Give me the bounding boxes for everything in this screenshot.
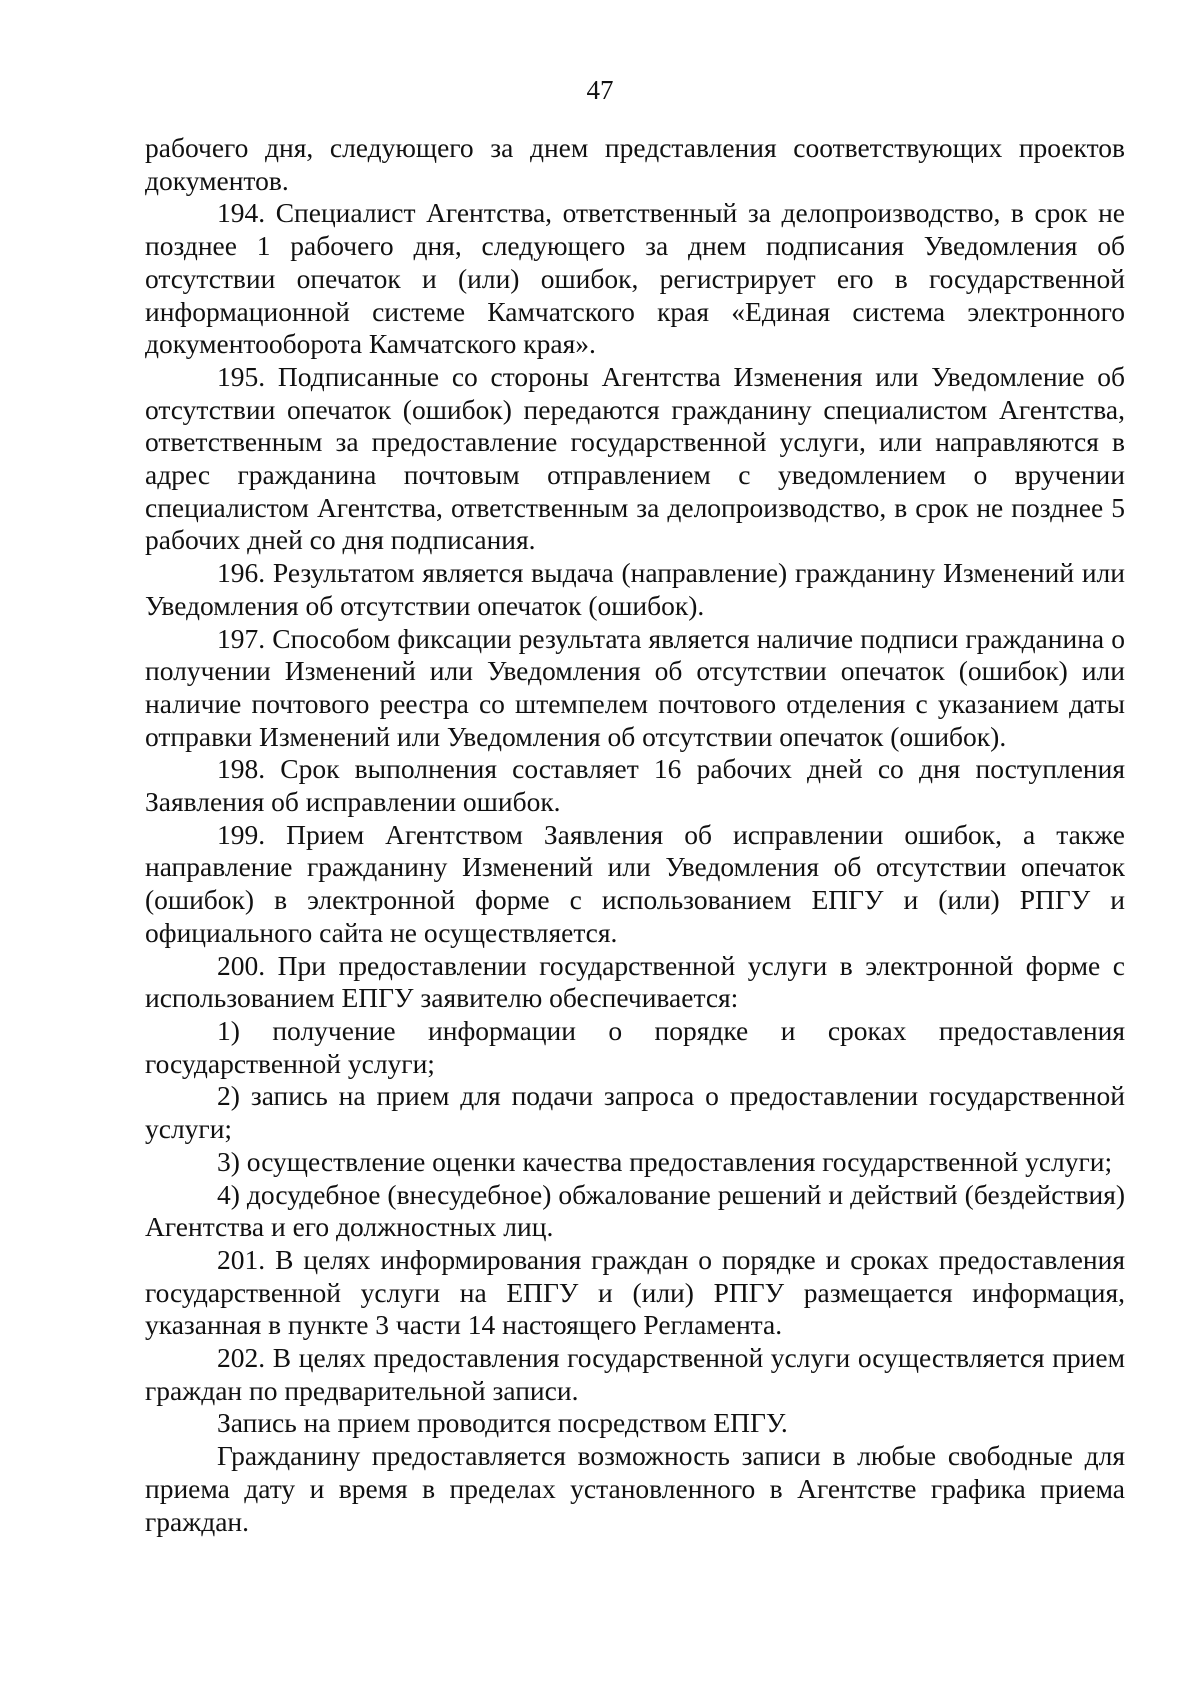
list-item-1: 1) получение информации о порядке и сроках предоставления государственной услуги; xyxy=(145,1014,1125,1079)
page-number: 47 xyxy=(586,75,614,105)
list-item-2: 2) запись на прием для подачи запроса о предоставлении государственной услуги; xyxy=(145,1080,1125,1145)
paragraph-continuation: рабочего дня, следующего за днем представления соответствующих проектов документов. xyxy=(145,132,1125,196)
paragraph-194: 194. Специалист Агентства, ответственный за делопроизводство, в срок не позднее 1 рабочего дня, следующего за днем подписания Уведомления об отсутствии опечаток и (или) ошибок, регистрирует его в государственной информационной системе Камчатского края «Единая система электронного документооборота Камчатского края». xyxy=(145,197,1125,360)
paragraph-199: 199. Прием Агентством Заявления об исправлении ошибок, а также направление гражданину Изменений или Уведомления об отсутствии опечаток (ошибок) в электронной форме с использованием ЕПГУ и (или) РПГУ и официального сайта не осуществляется. xyxy=(145,818,1125,948)
paragraph-196: 196. Результатом является выдача (направление) гражданину Изменений или Уведомления об отсутствии опечаток (ошибок). xyxy=(145,557,1125,621)
paragraph-202: 202. В целях предоставления государственной услуги осуществляется прием граждан по предварительной записи. xyxy=(145,1342,1125,1406)
list-item-4: 4) досудебное (внесудебное) обжалование решений и действий (бездействия) Агентства и его должностных лиц. xyxy=(145,1178,1125,1243)
paragraph-appointment-options: Гражданину предоставляется возможность записи в любые свободные для приема дату и время в пределах установленного в Агентстве графика приема граждан. xyxy=(145,1440,1125,1537)
paragraph-200: 200. При предоставлении государственной услуги в электронной форме с использованием ЕПГУ заявителю обеспечивается: xyxy=(145,949,1125,1014)
paragraph-201: 201. В целях информирования граждан о порядке и сроках предоставления государственной услуги на ЕПГУ и (или) РПГУ размещается информация, указанная в пункте 3 части 14 настоящего Регламента. xyxy=(145,1243,1125,1341)
document-body xyxy=(145,132,1125,1538)
list-item-3: 3) осуществление оценки качества предоставления государственной услуги; xyxy=(217,1145,1113,1177)
paragraph-198: 198. Срок выполнения составляет 16 рабочих дней со дня поступления Заявления об исправлении ошибок. xyxy=(145,753,1125,818)
paragraph-195: 195. Подписанные со стороны Агентства Изменения или Уведомление об отсутствии опечаток (ошибок) передаются гражданину специалистом Агентства, ответственным за предоставление государственной услуги, или направляются в адрес гражданина почтовым отправлением с уведомлением о вручении специалистом Агентства, ответственным за делопроизводство, в срок не позднее 5 рабочих дней со дня подписания. xyxy=(145,360,1125,556)
paragraph-appointment-via-epgu: Запись на прием проводится посредством ЕПГУ. xyxy=(217,1407,788,1439)
paragraph-197: 197. Способом фиксации результата является наличие подписи гражданина о получении Изменений или Уведомления об отсутствии опечаток (ошибок) или наличие почтового реестра со штемпелем почтового отделения с указанием даты отправки Изменений или Уведомления об отсутствии опечаток (ошибок). xyxy=(145,622,1125,752)
